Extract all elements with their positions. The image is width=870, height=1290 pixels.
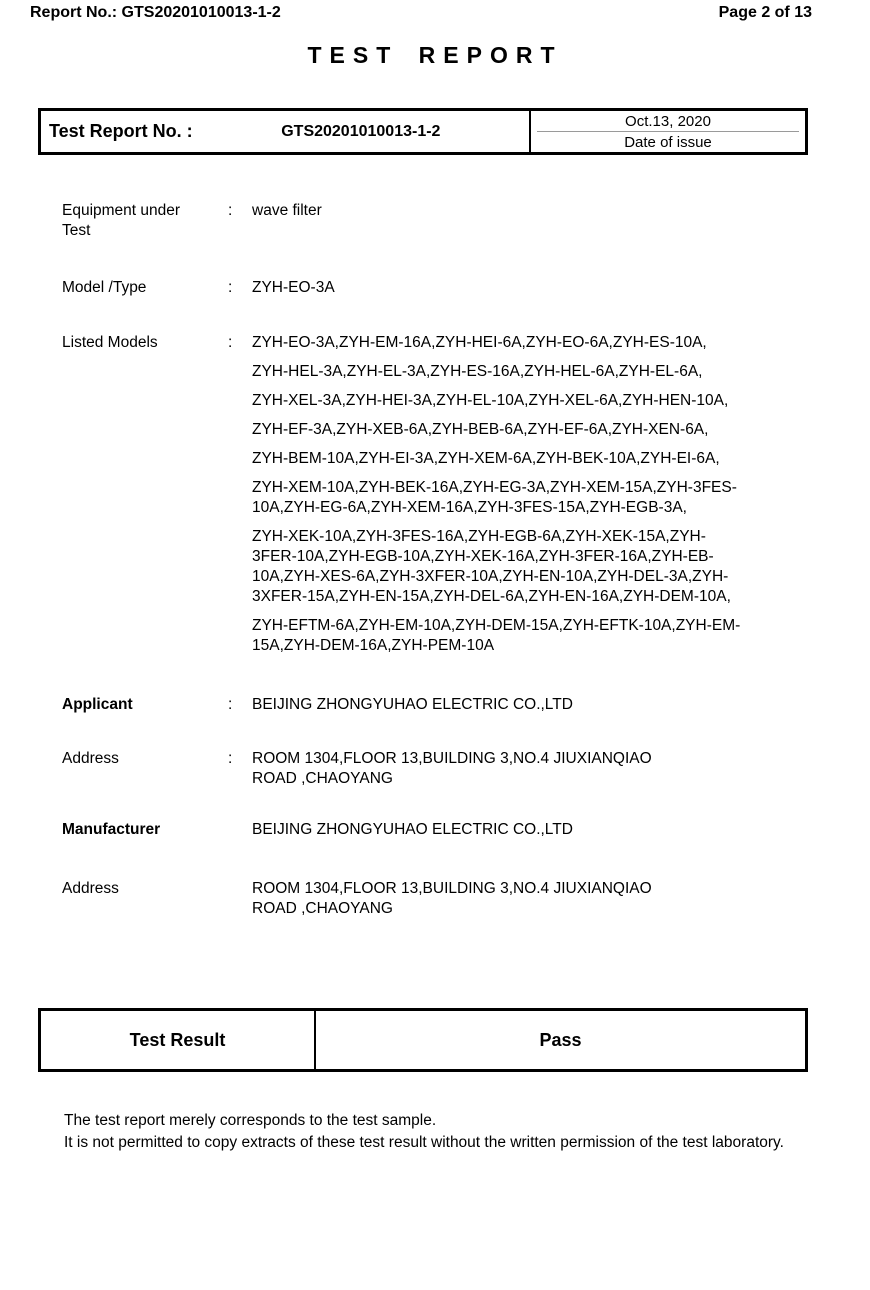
report-number-label: Test Report No. : <box>49 121 193 141</box>
manufacturer-address-label: Address <box>62 880 119 897</box>
test-result-value: Pass <box>539 1029 582 1050</box>
date-of-issue-label: Date of issue <box>624 133 712 151</box>
header-page-indicator: Page 2 of 13 <box>718 4 812 21</box>
report-number-value: GTS20201010013-1-2 <box>281 122 441 140</box>
page-title: TEST REPORT <box>307 42 563 68</box>
colon: : <box>228 279 233 296</box>
row-applicant-address <box>62 749 830 789</box>
listed-models-line: ZYH-XEM-10A,ZYH-BEK-16A,ZYH-EG-3A,ZYH-XEM-15A,ZYH-3FES- <box>252 479 737 496</box>
listed-models-line: ZYH-XEK-10A,ZYH-3FES-16A,ZYH-EGB-6A,ZYH-XEK-15A,ZYH- <box>252 528 706 545</box>
report-number-table <box>38 108 808 155</box>
footer-line-1: The test report merely corresponds to the test sample. <box>64 1112 437 1129</box>
manufacturer-value: BEIJING ZHONGYUHAO ELECTRIC CO.,LTD <box>252 821 573 838</box>
listed-models-line: ZYH-EO-3A,ZYH-EM-16A,ZYH-HEI-6A,ZYH-EO-6A,ZYH-ES-10A, <box>252 334 707 351</box>
row-applicant <box>62 695 830 715</box>
listed-models-line: ZYH-BEM-10A,ZYH-EI-3A,ZYH-XEM-6A,ZYH-BEK-10A,ZYH-EI-6A, <box>252 450 720 467</box>
row-manufacturer <box>62 820 830 840</box>
colon-empty <box>228 820 252 840</box>
model-type-value: ZYH-EO-3A <box>252 279 335 296</box>
applicant-label: Applicant <box>62 696 133 713</box>
manufacturer-address-value: ROOM 1304,FLOOR 13,BUILDING 3,NO.4 JIUXIANQIAO ROAD ,CHAOYANG <box>252 880 652 917</box>
listed-models-line: 10A,ZYH-XES-6A,ZYH-3XFER-10A,ZYH-EN-10A,ZYH-DEL-3A,ZYH- <box>252 568 729 585</box>
manufacturer-label: Manufacturer <box>62 821 161 838</box>
model-type-label: Model /Type <box>62 279 147 296</box>
listed-models-line: 3XFER-15A,ZYH-EN-15A,ZYH-DEL-6A,ZYH-EN-16A,ZYH-DEM-10A, <box>252 588 731 605</box>
test-result-label: Test Result <box>41 1011 316 1069</box>
applicant-address-label: Address <box>62 750 119 767</box>
listed-models-line: 15A,ZYH-DEM-16A,ZYH-PEM-10A <box>252 637 495 654</box>
equipment-value: wave filter <box>252 202 322 219</box>
footer-line-2: It is not permitted to copy extracts of these test result without the written permission of the test laboratory. <box>64 1134 784 1151</box>
row-model-type <box>62 278 830 298</box>
listed-models-line: ZYH-EFTM-6A,ZYH-EM-10A,ZYH-DEM-15A,ZYH-EFTK-10A,ZYH-EM- <box>252 617 741 634</box>
row-manufacturer-address <box>62 879 830 919</box>
listed-models-line: ZYH-XEL-3A,ZYH-HEI-3A,ZYH-EL-10A,ZYH-XEL-6A,ZYH-HEN-10A, <box>252 392 729 409</box>
test-result-table <box>38 1008 808 1072</box>
footer-notes <box>64 1110 832 1154</box>
colon-empty <box>228 879 252 919</box>
colon: : <box>228 202 233 219</box>
listed-models-line: ZYH-HEL-3A,ZYH-EL-3A,ZYH-ES-16A,ZYH-HEL-6A,ZYH-EL-6A, <box>252 363 703 380</box>
listed-models-line: 10A,ZYH-EG-6A,ZYH-XEM-16A,ZYH-3FES-15A,ZYH-EGB-3A, <box>252 499 687 516</box>
colon: : <box>228 334 233 351</box>
colon: : <box>228 696 233 713</box>
date-of-issue-cell <box>531 111 805 152</box>
header-report-number: Report No.: GTS20201010013-1-2 <box>30 4 281 21</box>
equipment-label: Equipment under Test <box>62 202 181 239</box>
row-equipment-under-test <box>62 201 830 241</box>
listed-models-label: Listed Models <box>62 334 158 351</box>
report-number-cell <box>41 111 531 152</box>
listed-models-line: 3FER-10A,ZYH-EGB-10A,ZYH-XEK-16A,ZYH-3FER-16A,ZYH-EB- <box>252 548 714 565</box>
date-of-issue-value: Oct.13, 2020 <box>625 112 711 130</box>
row-listed-models <box>62 333 830 656</box>
colon: : <box>228 750 233 767</box>
listed-models-line: ZYH-EF-3A,ZYH-XEB-6A,ZYH-BEB-6A,ZYH-EF-6A,ZYH-XEN-6A, <box>252 421 709 438</box>
applicant-value: BEIJING ZHONGYUHAO ELECTRIC CO.,LTD <box>252 696 573 713</box>
listed-models-value <box>252 333 830 656</box>
applicant-address-value: ROOM 1304,FLOOR 13,BUILDING 3,NO.4 JIUXIANQIAO ROAD ,CHAOYANG <box>252 750 652 787</box>
